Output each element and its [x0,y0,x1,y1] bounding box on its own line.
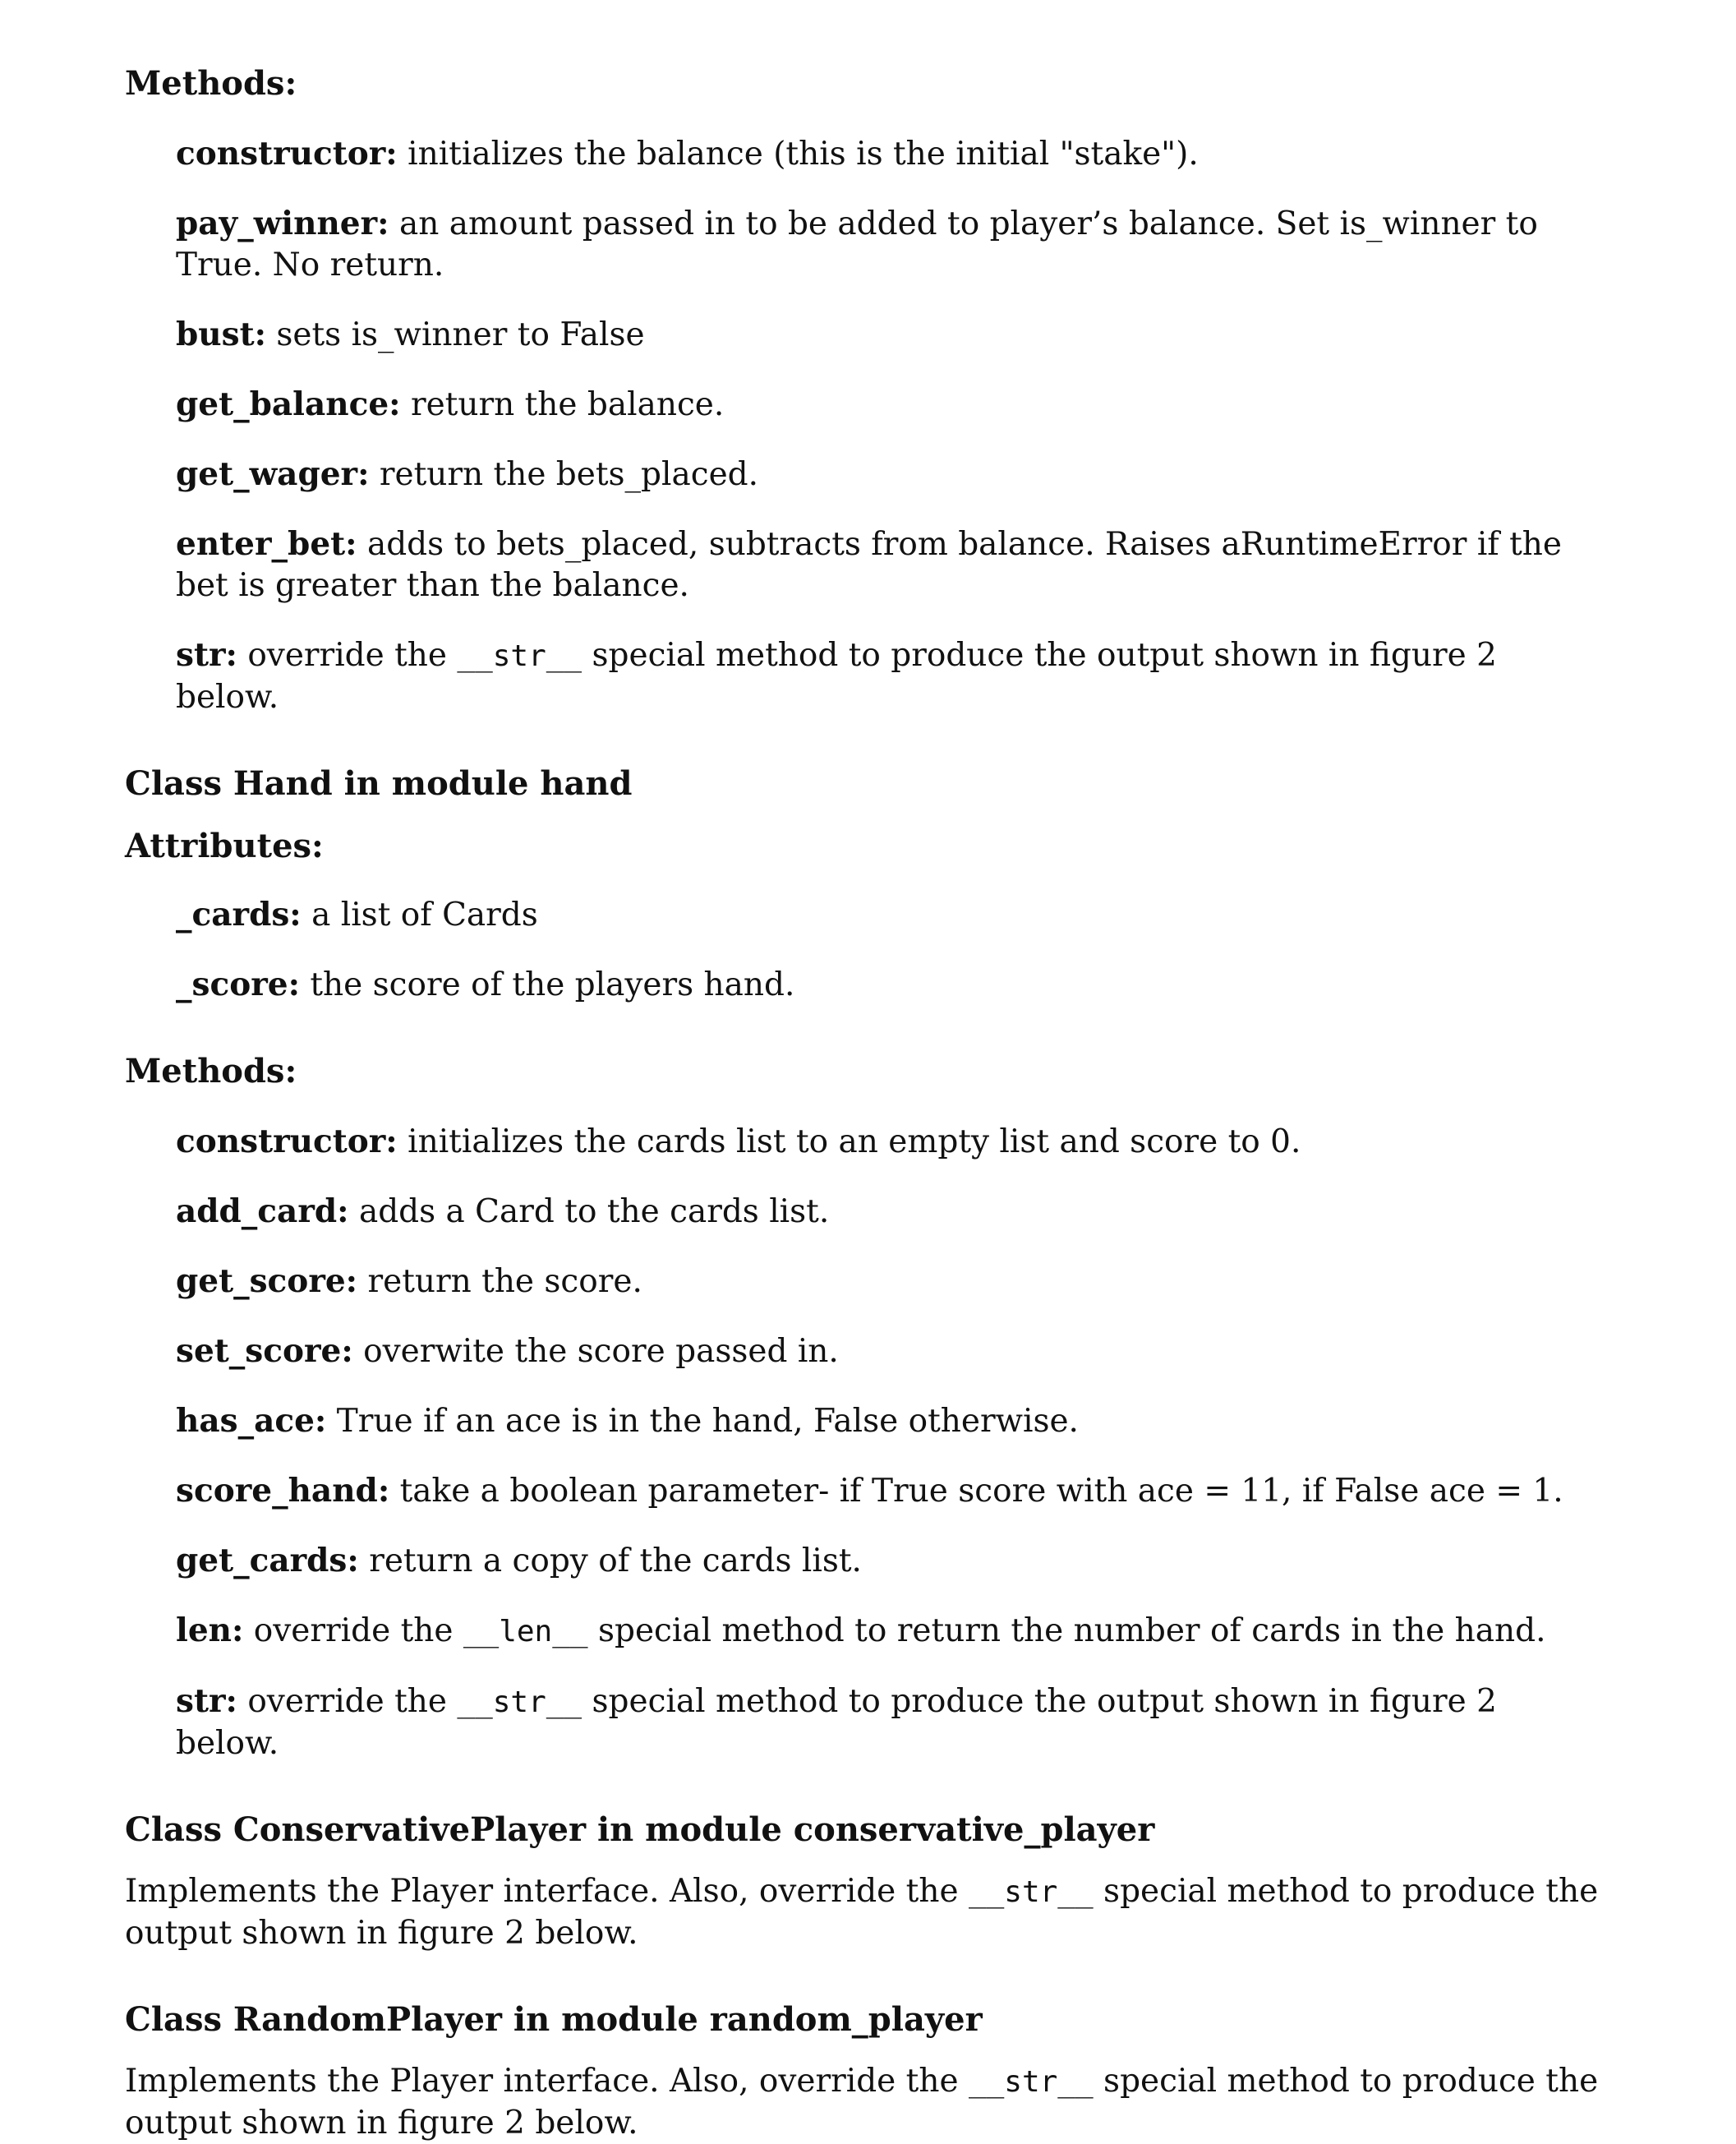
method-desc: return the balance. [400,386,725,423]
method-desc: an amount passed in to be added to player’s balance. Set is_winner to True. No return. [176,205,1538,284]
method-desc: return a copy of the cards list. [358,1542,862,1579]
conservative-player-heading: Class ConservativePlayer in module conservative_player [125,1810,1155,1849]
method-term: get_wager: [176,455,370,493]
document-page [125,64,1604,2144]
hand-attributes-list [125,894,1604,1006]
paragraph-text: Implements the Player interface. Also, override the [125,2063,969,2100]
method-desc: sets is_winner to False [266,316,645,353]
method-term: len: [176,1611,244,1649]
player-method-bust [176,314,1604,356]
hand-method-str [176,1681,1604,1764]
hand-methods-heading: Methods: [125,1052,297,1090]
paragraph-code: __str__ [968,2065,1094,2099]
method-term: get_balance: [176,385,401,423]
hand-attribute-score [176,964,1604,1006]
method-term: has_ace: [176,1402,327,1440]
player-method-get-wager [176,454,1604,496]
attribute-desc: the score of the players hand. [299,966,795,1003]
attribute-term: _score: [176,966,300,1003]
method-term: bust: [176,316,266,353]
paragraph-code: __str__ [968,1875,1094,1909]
attribute-term: _cards: [176,896,302,934]
paragraph-text: special method to produce the output shown in figure 2 below. [125,1873,1599,1952]
method-term: score_hand: [176,1472,390,1510]
method-desc: initializes the cards list to an empty list and score to 0. [397,1123,1301,1160]
hand-attribute-cards [176,894,1604,936]
method-desc: initializes the balance (this is the initial "stake"). [397,136,1199,173]
player-method-str [176,634,1604,718]
method-term: add_card: [176,1192,349,1230]
hand-method-set-score [176,1330,1604,1372]
method-term: get_score: [176,1262,358,1300]
player-method-pay-winner [176,203,1604,286]
hand-method-score-hand [176,1470,1604,1512]
hand-method-add-card [176,1191,1604,1233]
method-desc: override the [237,637,458,674]
method-desc: special method to return the number of cards in the hand. [587,1612,1546,1649]
method-term: str: [176,636,237,674]
method-term: set_score: [176,1332,353,1370]
method-code: __str__ [457,639,583,673]
method-desc: override the [237,1683,458,1720]
method-desc: take a boolean parameter- if True score with ace = 11, if False ace = 1. [389,1473,1563,1510]
method-term: constructor: [176,1123,398,1160]
method-desc: special method to produce the output shown in figure 2 below. [176,1683,1497,1762]
hand-class-heading: Class Hand in module hand [125,764,633,803]
random-player-heading: Class RandomPlayer in module random_player [125,2000,983,2039]
method-term: constructor: [176,135,398,173]
method-desc: adds a Card to the cards list. [348,1193,830,1230]
paragraph-text: special method to produce the output shown in figure 2 below. [125,2063,1599,2142]
hand-method-len [176,1610,1604,1653]
attribute-desc: a list of Cards [301,897,538,934]
hand-method-has-ace [176,1400,1604,1442]
method-desc: return the score. [357,1263,642,1300]
method-term: enter_bet: [176,525,357,563]
method-term: pay_winner: [176,205,389,242]
player-method-enter-bet [176,523,1604,606]
method-term: get_cards: [176,1542,359,1579]
random-player-description [125,2061,1604,2144]
method-code: __len__ [463,1615,588,1648]
player-methods-heading: Methods: [125,64,297,103]
hand-methods-list [125,1121,1604,1764]
hand-method-get-cards [176,1540,1604,1582]
method-term: str: [176,1682,237,1720]
method-desc: adds to bets_placed, subtracts from balance. Raises aRuntimeError if the bet is greater than the balance. [176,526,1562,604]
method-desc: overwite the score passed in. [352,1333,839,1370]
method-desc: special method to produce the output shown in figure 2 below. [176,637,1497,716]
method-desc: return the bets_placed. [369,456,759,493]
method-code: __str__ [457,1685,583,1719]
hand-method-get-score [176,1261,1604,1303]
hand-method-constructor [176,1121,1604,1163]
hand-attributes-heading: Attributes: [125,827,324,865]
player-method-constructor [176,133,1604,175]
method-desc: override the [243,1612,463,1649]
player-methods-list [125,133,1604,718]
paragraph-text: Implements the Player interface. Also, override the [125,1873,969,1910]
method-desc: True if an ace is in the hand, False otherwise. [326,1403,1079,1440]
conservative-player-description [125,1871,1604,1954]
player-method-get-balance [176,384,1604,426]
